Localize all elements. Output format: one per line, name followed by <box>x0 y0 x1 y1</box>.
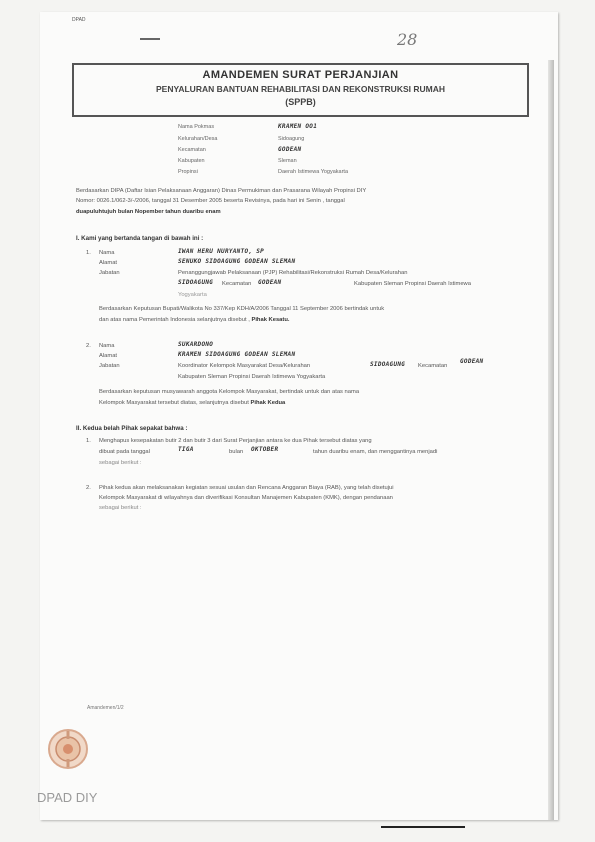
item-1-date-label: dibuat pada tanggal <box>99 449 150 455</box>
party-2-alamat-label: Alamat <box>99 353 118 359</box>
watermark-label: DPAD DIY <box>37 790 98 805</box>
party-1-alamat-value: SENUKO SIDOAGUNG GODEAN SLEMAN <box>178 258 296 265</box>
party-2-alamat-value: KRAMEN SIDOAGUNG GODEAN SLEMAN <box>178 351 296 358</box>
section-2-heading: II. Kedua belah Pihak sepakat bahwa : <box>76 425 188 432</box>
party-1-role: Pihak Kesatu. <box>251 317 290 323</box>
party-1-desc-line-2: dan atas nama Pemerintah Indonesia selanjutnya disebut , Pihak Kesatu. <box>99 317 290 323</box>
info-value-kabupaten: Sleman <box>278 158 297 164</box>
intro-line-2: Nomor: 0026.1/062-3/-/2006, tanggal 31 Desember 2005 beserta Revisinya, pada hari ini Senin , tanggal <box>76 198 345 204</box>
footer-reference: Amandemen/1/2 <box>87 705 124 711</box>
document-page <box>40 12 558 820</box>
party-2-nama-value: SUKARDONO <box>178 341 214 348</box>
item-2-number: 2. <box>86 485 91 491</box>
party-2-number: 2. <box>86 343 91 349</box>
info-value-kecamatan: GODEAN <box>278 146 302 153</box>
item-2-line-2: Kelompok Masyarakat di wilayahnya dan diverifikasi Konsultan Manajemen Kabupaten (KMK), dengan pendanaan <box>99 495 393 501</box>
document-title: AMANDEMEN SURAT PERJANJIAN <box>202 69 399 81</box>
info-label-desa: Kelurahan/Desa <box>178 136 218 142</box>
info-value-desa: Sidoagung <box>278 136 305 142</box>
party-2-desc-line-1: Berdasarkan keputusan musyawarah anggota Kelompok Masyarakat, bertindak untuk dan atas nama <box>99 389 360 395</box>
party-1-jabatan-kecamatan: GODEAN <box>258 279 282 286</box>
party-2-nama-label: Nama <box>99 343 115 349</box>
party-2-jabatan-label: Jabatan <box>99 363 120 369</box>
info-label-kecamatan: Kecamatan <box>178 147 206 153</box>
party-1-alamat-label: Alamat <box>99 260 118 266</box>
item-1-number: 1. <box>86 438 91 444</box>
document-subtitle: PENYALURAN BANTUAN REHABILITASI DAN REKONSTRUKSI RUMAH <box>155 84 445 94</box>
item-1-date-day: TIGA <box>178 446 194 453</box>
info-value-pokmas: KRAMEN OO1 <box>278 123 318 130</box>
item-1-date-month: OKTOBER <box>251 446 279 453</box>
intro-line-1: Berdasarkan DIPA (Daftar Isian Pelaksanaan Anggaran) Dinas Permukiman dan Prasarana Wilayah Propinsi DIY <box>76 188 367 194</box>
party-1-jabatan-line-2: Kabupaten Sleman Propinsi Daerah Istimewa <box>354 281 471 287</box>
item-1-month-label: bulan <box>229 449 244 455</box>
intro-line-3: duapuluhtujuh bulan Nopember tahun duaribu enam <box>76 209 221 215</box>
handwritten-page-number: 28 <box>397 30 418 49</box>
item-1-line-2-rest: tahun duaribu enam, dan menggantinya menjadi <box>313 449 438 455</box>
bottom-underline <box>381 826 465 828</box>
item-1-line-3: sebagai berikut : <box>99 460 142 466</box>
dpad-seal-icon <box>46 727 90 771</box>
section-1-heading: I. Kami yang bertanda tangan di bawah ini : <box>76 235 204 242</box>
party-2-desc-line-2: Kelompok Masyarakat tersebut diatas, selanjutnya disebut Pihak Kedua <box>99 400 286 406</box>
party-1-jabatan-label: Jabatan <box>99 270 120 276</box>
party-1-desc-line-1: Berdasarkan Keputusan Bupati/Walikota No 337/Kep KDH/A/2006 Tanggal 11 September 2006 bertindak untuk <box>99 306 385 312</box>
item-2-line-3: sebagai berikut : <box>99 505 142 511</box>
party-2-jabatan-kecamatan: GODEAN <box>460 358 484 365</box>
page-edge-shadow <box>548 60 554 820</box>
party-2-jabatan-desa: SIDOAGUNG <box>370 361 406 368</box>
item-2-line-1: Pihak kedua akan melaksanakan kegiatan sesuai usulan dan Rencana Anggaran Biaya (RAB), yang telah disetujui <box>99 485 394 491</box>
party-1-jabatan-kecamatan-label: Kecamatan <box>222 281 252 287</box>
party-2-jabatan-kecamatan-label: Kecamatan <box>418 363 448 369</box>
title-box <box>72 63 529 117</box>
info-value-propinsi: Daerah Istimewa Yogyakarta <box>278 169 349 175</box>
party-2-jabatan-text: Koordinator Kelompok Masyarakat Desa/Kelurahan <box>178 363 311 369</box>
info-label-pokmas: Nama Pokmas <box>178 124 215 130</box>
document-abbreviation: (SPPB) <box>285 97 316 107</box>
party-1-jabatan-line-1: Penanggungjawab Pelaksanaan (PJP) Rehabilitasi/Rekonstruksi Rumah Desa/Kelurahan <box>178 270 408 276</box>
info-label-kabupaten: Kabupaten <box>178 158 205 164</box>
party-1-nama-label: Nama <box>99 250 115 256</box>
party-1-number: 1. <box>86 250 91 256</box>
party-2-role: Pihak Kedua <box>250 400 286 406</box>
top-corner-mark: DPAD <box>72 17 86 23</box>
item-1-line-1: Menghapus kesepakatan butir 2 dan butir 3 dari Surat Perjanjian antara ke dua Pihak tersebut diatas yang <box>99 438 372 444</box>
top-dash-mark <box>140 38 160 40</box>
party-1-nama-value: IWAN HERU NURYANTO, SP <box>178 248 265 255</box>
party-2-jabatan-line-2: Kabupaten Sleman Propinsi Daerah Istimewa Yogyakarta <box>178 374 326 380</box>
party-1-jabatan-desa: SIDOAGUNG <box>178 279 214 286</box>
info-label-propinsi: Propinsi <box>178 169 198 175</box>
party-1-jabatan-line-3: Yogyakarta <box>178 292 207 298</box>
